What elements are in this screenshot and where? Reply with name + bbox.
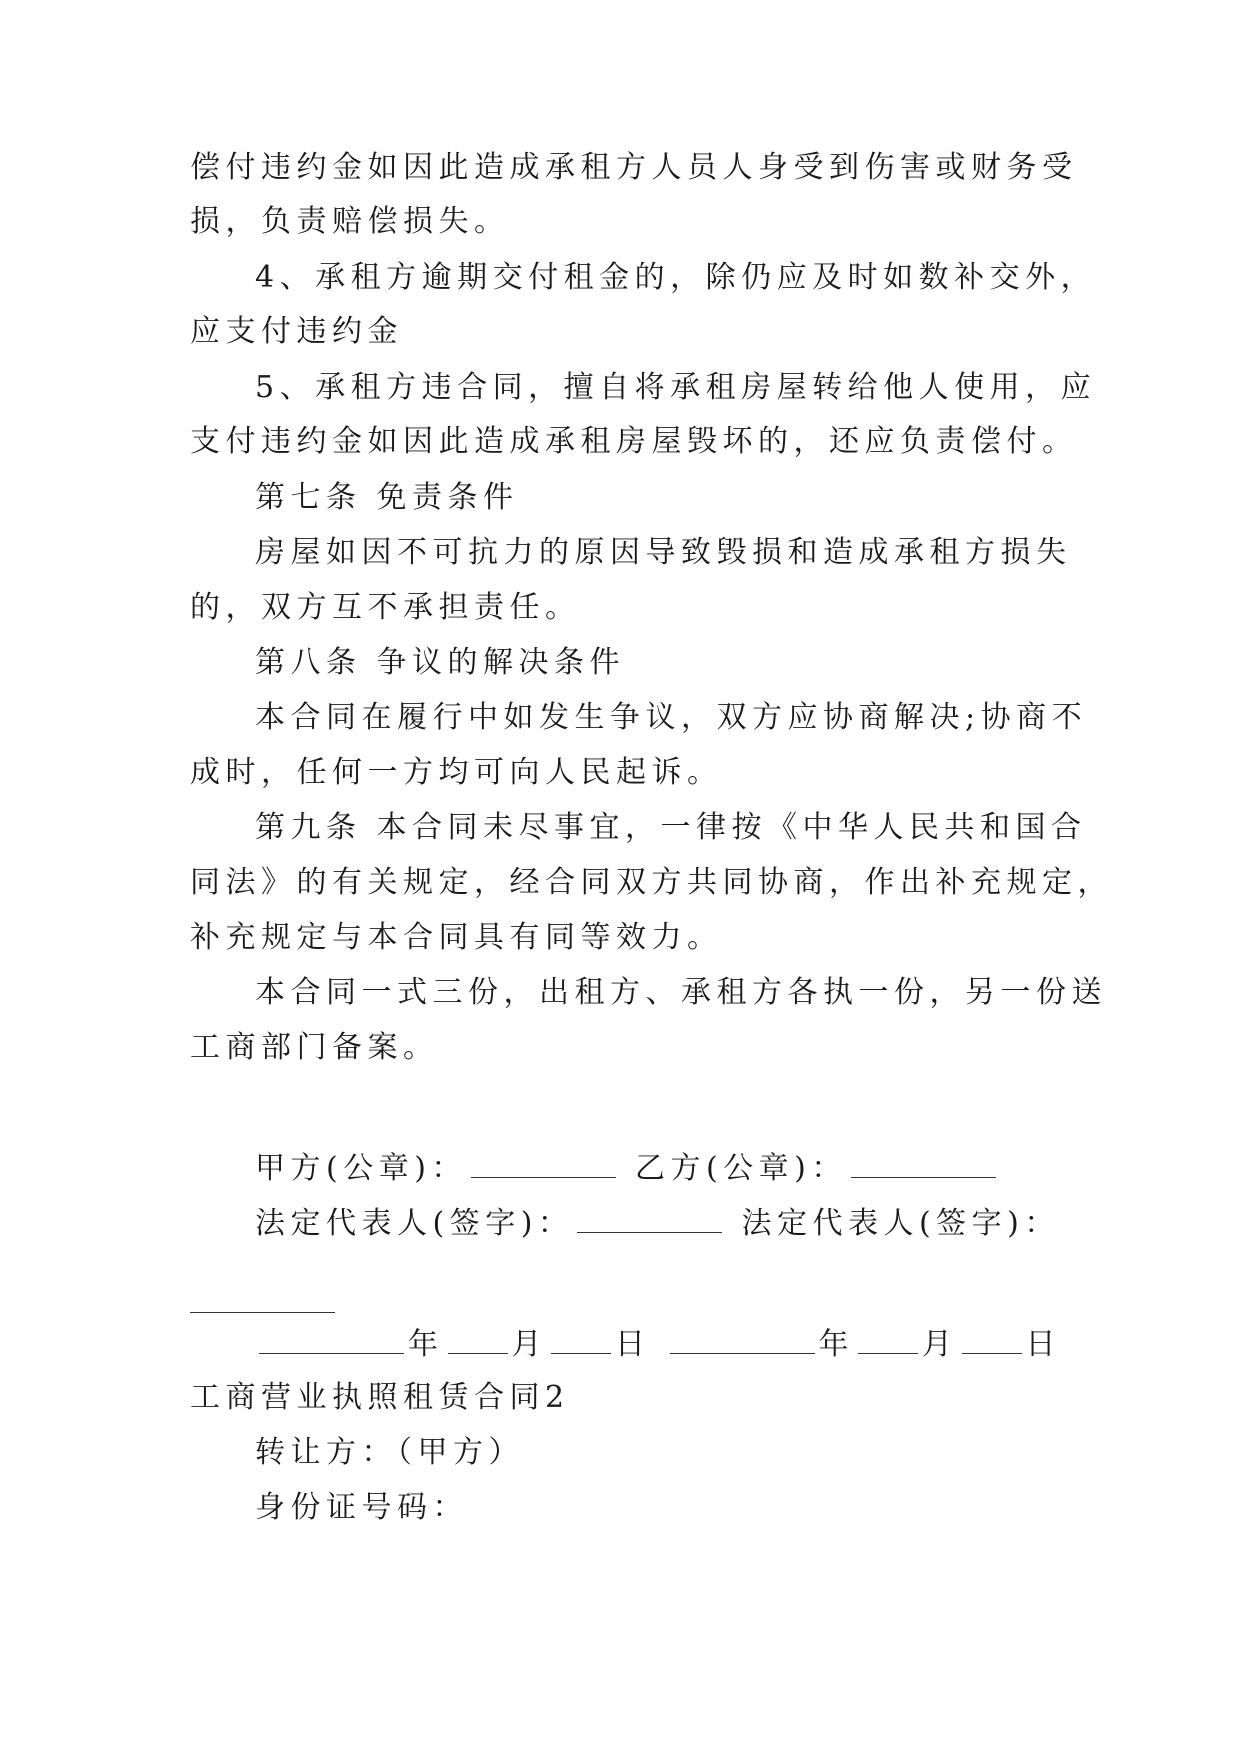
day-blank xyxy=(551,1323,611,1354)
month-blank xyxy=(448,1323,508,1354)
party-a-seal-label: 甲方(公章)： xyxy=(255,1151,467,1186)
day-blank xyxy=(962,1323,1022,1354)
party-b-rep-blank xyxy=(190,1312,335,1313)
paragraph-line: 应支付违约金 xyxy=(190,314,403,349)
year-label: 年 xyxy=(408,1327,444,1362)
party-b-seal-label: 乙方(公章)： xyxy=(634,1151,847,1186)
party-a-seal-blank xyxy=(471,1147,616,1178)
paragraph-line: 补充规定与本合同具有同等效力。 xyxy=(190,920,723,955)
paragraph-line: 本合同一式三份，出租方、承租方各执一份，另一份送 xyxy=(255,975,1107,1010)
year-blank xyxy=(259,1323,404,1354)
party-b-rep-label: 法定代表人(签字)： xyxy=(741,1206,1060,1241)
section-heading: 第七条 免责条件 xyxy=(255,480,519,515)
paragraph-line: 同法》的有关规定，经合同双方共同协商，作出补充规定， xyxy=(190,865,1113,900)
paragraph-line: 5、承租方违合同，擅自将承租房屋转给他人使用，应 xyxy=(255,370,1097,405)
paragraph-line: 房屋如因不可抗力的原因导致毁损和造成承租方损失 xyxy=(255,535,1072,570)
paragraph-line: 本合同在履行中如发生争议，双方应协商解决;协商不 xyxy=(255,700,1088,735)
paragraph-line: 偿付违约金如因此造成承租方人员人身受到伤害或财务受 xyxy=(190,150,1078,185)
paragraph-line: 第九条 本合同未尽事宜，一律按《中华人民共和国合 xyxy=(255,810,1087,845)
paragraph-line: 的，双方互不承担责任。 xyxy=(190,590,581,625)
year-blank xyxy=(670,1323,815,1354)
day-label: 日 xyxy=(615,1327,651,1362)
section-heading: 第八条 争议的解决条件 xyxy=(255,645,626,680)
day-label: 日 xyxy=(1025,1327,1062,1362)
month-label: 月 xyxy=(511,1327,547,1362)
paragraph-line: 支付违约金如因此造成承租房屋毁坏的，还应负责偿付。 xyxy=(190,424,1078,459)
paragraph-line: 损，负责赔偿损失。 xyxy=(190,204,510,239)
party-a-rep-blank xyxy=(577,1202,722,1233)
paragraph-line: 4、承租方逾期交付租金的，除仍应及时如数补交外， xyxy=(255,260,1097,295)
representative-line xyxy=(255,1202,1060,1244)
month-label: 月 xyxy=(922,1327,958,1362)
paragraph-line: 工商部门备案。 xyxy=(190,1030,439,1065)
document-title: 工商营业执照租赁合同2 xyxy=(190,1380,570,1415)
party-b-seal-blank xyxy=(851,1147,996,1178)
id-number-line: 身份证号码： xyxy=(255,1490,468,1525)
month-blank xyxy=(858,1323,918,1354)
paragraph-line: 成时，任何一方均可向人民起诉。 xyxy=(190,755,723,790)
date-line xyxy=(255,1323,1061,1365)
transferor-line: 转让方：（甲方） xyxy=(255,1435,524,1470)
seal-line xyxy=(255,1147,1000,1189)
party-a-rep-label: 法定代表人(签字)： xyxy=(255,1206,574,1241)
year-label: 年 xyxy=(818,1327,855,1362)
